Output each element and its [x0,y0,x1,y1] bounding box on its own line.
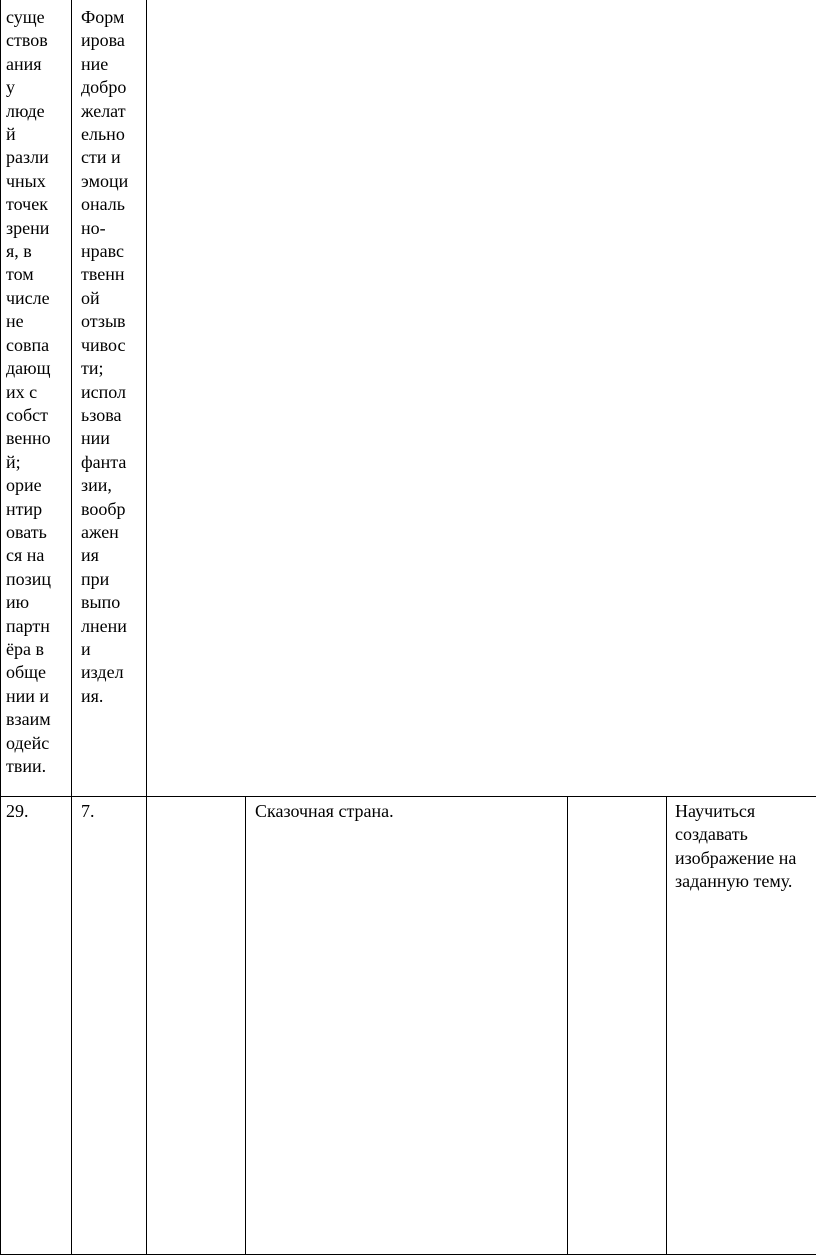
table-cell-goal: Научиться создавать изображение на заданную тему. [675,801,797,892]
table-cell-topic: Сказочная страна. [255,801,394,821]
table-cell-row-number: 29. [6,801,29,821]
table-border-left [0,0,1,1255]
table-row-divider [0,796,816,797]
table-border-col5 [666,796,667,1255]
table-border-col3 [245,796,246,1255]
table-border-bottom [0,1254,816,1255]
table-cell-lesson-number: 7. [81,801,95,821]
table-cell-formation-results: Форм ирова ние добро желат ельно сти и эмоци ональ но- нравс твенн ой отзыв чивос ти; испол ьзова нии фанта зии, вообр ажен ия при выпо лнени и издел ия. [81,7,129,706]
table-border-col1 [71,0,72,1255]
table-cell-personal-results: суще ствов ания у люде й разли чных точек зрени я, в том числе не совпа дающ их с собст венно й; орие нтир овать ся на позиц ию партн ёра в обще нии и взаим одейс твии. [6,7,52,776]
table-border-col2 [146,0,147,1255]
table-border-col4 [567,796,568,1255]
